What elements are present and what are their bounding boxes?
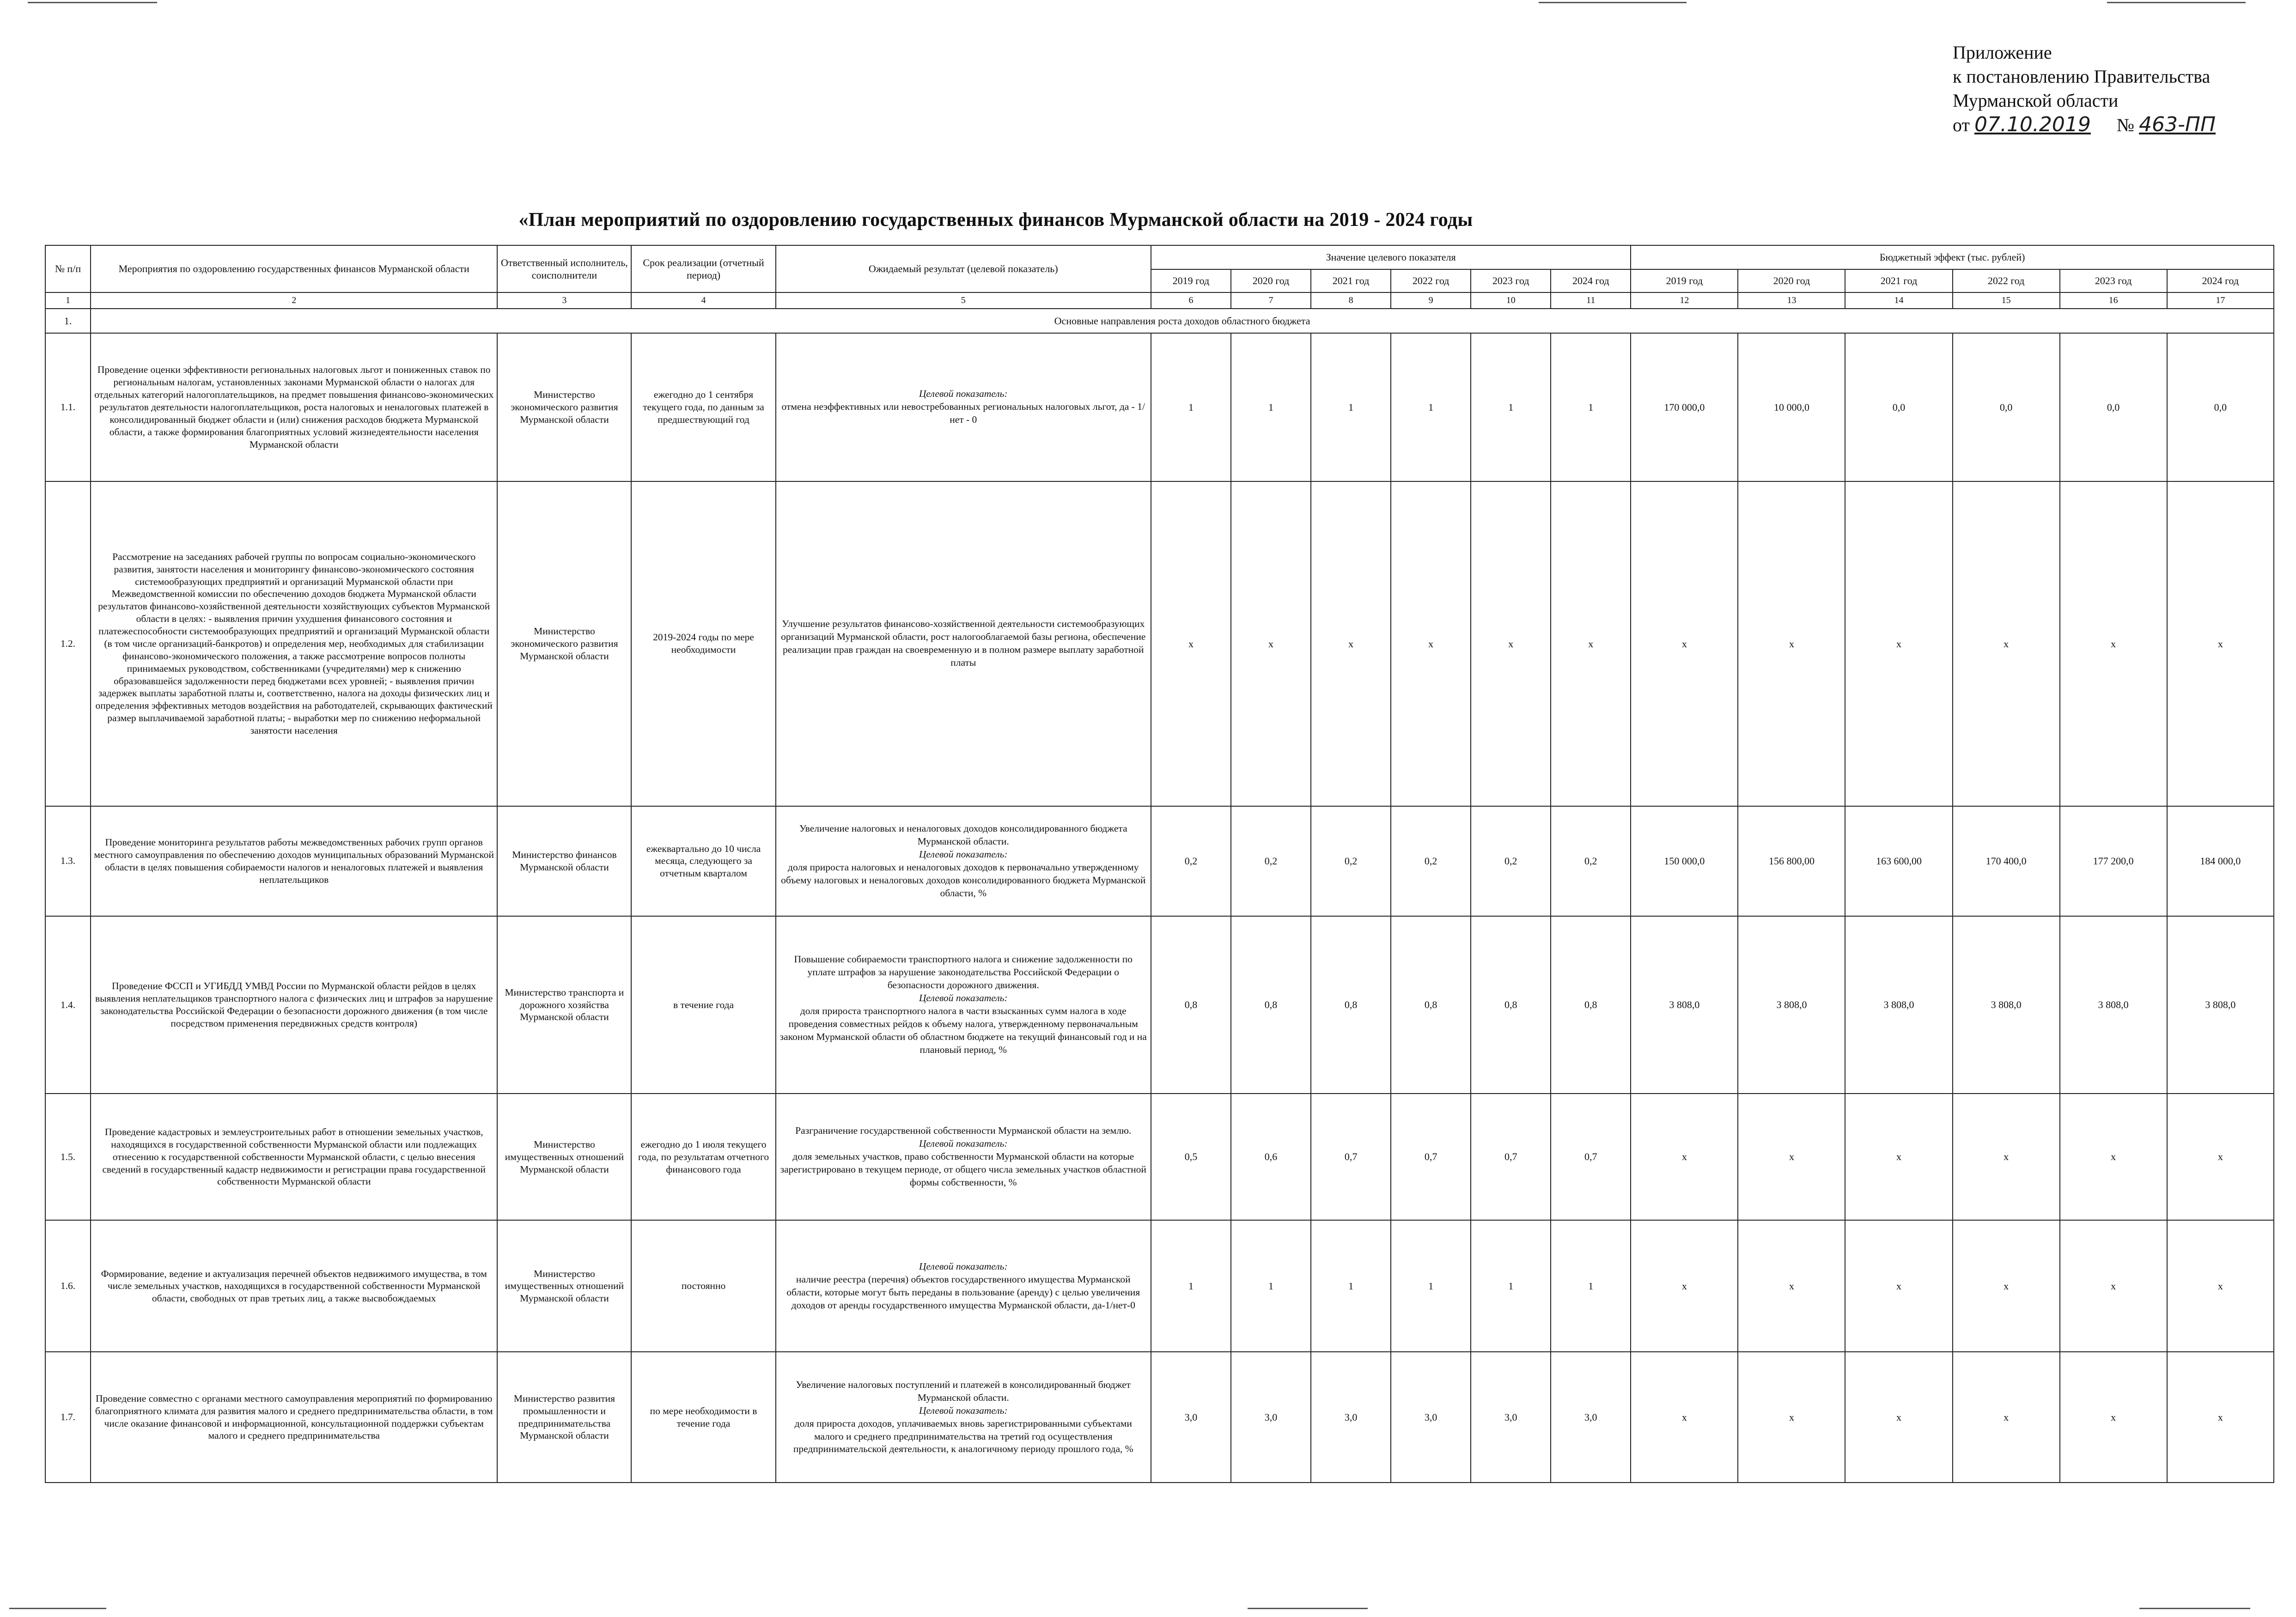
scan-edge-bottom-left [9,1608,106,1609]
row-target-value: 3,0 [1551,1352,1631,1483]
header-target-year: 2021 год [1311,269,1391,292]
header-target-year: 2020 год [1231,269,1311,292]
column-index: 12 [1631,292,1738,309]
row-target-value: x [1551,481,1631,806]
row-target-value: 0,5 [1151,1094,1231,1221]
row-budget-value: 170 000,0 [1631,333,1738,481]
row-period: ежегодно до 1 сентября текущего года, по данным за предшествующий год [631,333,775,481]
appendix-number: 463-ПП [2139,113,2216,136]
row-budget-value: 3 808,0 [1631,916,1738,1094]
row-budget-value: 3 808,0 [1953,916,2060,1094]
row-budget-value: 0,0 [1953,333,2060,481]
column-index: 17 [2167,292,2274,309]
row-executor: Министерство экономического развития Мурманской области [497,481,631,806]
row-target-value: x [1471,481,1551,806]
row-target-value: 1 [1151,1220,1231,1352]
appendix-line-2: к постановлению Правительства [1953,66,2211,87]
row-budget-value: 156 800,00 [1738,806,1845,916]
row-result-indicator: доля прироста налоговых и неналоговых доходов к первоначально утвержденному объему налоговых и неналоговых доходов консолидированного бюджета Мурманской области, % [781,861,1146,899]
row-budget-value: 184 000,0 [2167,806,2274,916]
row-period: ежеквартально до 10 числа месяца, следующего за отчетным кварталом [631,806,775,916]
column-index: 11 [1551,292,1631,309]
table-row [45,1220,2274,1352]
row-budget-value: x [2060,481,2167,806]
row-budget-value: x [1845,1220,1952,1352]
scan-edge-top-left [28,2,157,3]
row-result-indicator: доля прироста доходов, уплачиваемых вновь зарегистрированными субъектами малого и среднего предпринимательства на третий год осуществления предпринимательской деятельности, к аналогичному периоду прошлого года, % [793,1417,1133,1455]
header-budget-year: 2021 год [1845,269,1952,292]
row-target-value: 0,8 [1231,916,1311,1094]
row-activity: Проведение мониторинга результатов работы межведомственных рабочих групп органов местного самоуправления по обеспечению доходов муниципальных образований Мурманской области в целях повышения собираемости налогов и неналоговых платежей и выявления неплательщиков [91,806,497,916]
row-result-label: Целевой показатель: [919,1138,1008,1149]
section-title: Основные направления роста доходов областного бюджета [91,309,2274,333]
row-target-value: 0,6 [1231,1094,1311,1221]
row-result-indicator: наличие реестра (перечня) объектов государственного имущества Мурманской области, которые могут быть переданы в пользование (аренду) с целью увеличения доходов от аренды государственного имущества Мурманской области, да-1/нет-0 [786,1273,1140,1311]
row-target-value: x [1391,481,1471,806]
row-result-text: Увеличение налоговых поступлений и платежей в консолидированный бюджет Мурманской области. [796,1379,1131,1403]
row-budget-value: x [1845,481,1952,806]
row-period: по мере необходимости в течение года [631,1352,775,1483]
row-result-text: Повышение собираемости транспортного налога и снижение задолженности по уплате штрафов за нарушение законодательства Российской Федерации о безопасности дорожного движения. [794,954,1133,991]
row-target-value: 0,2 [1231,806,1311,916]
table-row [45,806,2274,916]
row-number: 1.1. [45,333,91,481]
column-index: 2 [91,292,497,309]
row-target-value: 0,2 [1391,806,1471,916]
row-result-indicator: доля земельных участков, право собственности Мурманской области на которые зарегистрировано в текущем периоде, от общего числа земельных участков областной формы собственности, % [780,1151,1146,1188]
row-budget-value: 0,0 [1845,333,1952,481]
row-budget-value: 3 808,0 [2060,916,2167,1094]
row-activity: Проведение ФССП и УГИБДД УМВД России по Мурманской области рейдов в целях выявления неплательщиков транспортного налога с физических лиц и штрафов за нарушение законодательства Российской Федерации о безопасности дорожного движения (в том числе посредством применения передвижных средств контроля) [91,916,497,1094]
row-target-value: 1 [1391,1220,1471,1352]
row-target-value: 1 [1311,1220,1391,1352]
row-activity: Проведение оценки эффективности региональных налоговых льгот и пониженных ставок по региональным налогам, установленных законами Мурманской области о налогах для отдельных категорий налогоплательщиков, на предмет повышения финансово-экономических результатов деятельности налогоплательщиков, роста налоговых и неналоговых платежей в консолидированный бюджет области и (или) снижения расходов бюджета Мурманской области, а также формирования благоприятных условий жизнедеятельности населения Мурманской области [91,333,497,481]
row-budget-value: x [1738,1220,1845,1352]
row-budget-value: x [1738,1094,1845,1221]
row-target-value: 1 [1471,333,1551,481]
appendix-number-label: № [2116,115,2135,135]
appendix-line-3: Мурманской области [1953,90,2119,111]
table-row [45,1352,2274,1483]
header-budget-year: 2024 год [2167,269,2274,292]
row-executor: Министерство транспорта и дорожного хозяйства Мурманской области [497,916,631,1094]
row-activity: Проведение совместно с органами местного самоуправления мероприятий по формированию благоприятного климата для развития малого и среднего предпринимательства области, в том числе оказание финансовой и информационной, консультационной поддержки субъектам малого и среднего предпринимательства [91,1352,497,1483]
row-number: 1.4. [45,916,91,1094]
row-budget-value: x [1845,1352,1952,1483]
row-executor: Министерство финансов Мурманской области [497,806,631,916]
row-target-value: 0,2 [1551,806,1631,916]
row-budget-value: x [1738,481,1845,806]
row-result [776,1220,1151,1352]
table-row [45,916,2274,1094]
row-target-value: 0,8 [1551,916,1631,1094]
row-activity: Рассмотрение на заседаниях рабочей группы по вопросам социально-экономического развития, занятости населения и мониторингу финансово-экономического состояния системообразующих предприятий и организаций Мурманской области при Межведомственной комиссии по обеспечению доходов бюджета Мурманской области результатов финансово-хозяйственной деятельности хозяйствующих субъектов Мурманской области в целях: - выявления причин ухудшения финансового состояния и платежеспособности системообразующих предприятий и организаций Мурманской области (в том числе организаций-банкротов) и определения мер, необходимых для стабилизации финансово-экономического положения, а также рассмотрение вопросов полноты принимаемых руководством, собственниками (учредителями) мер к снижению образовавшейся задолженности перед бюджетами всех уровней; - выявления причин задержек выплаты заработной платы и, соответственно, налога на доходы физических лиц и определения эффективных методов воздействия на работодателей, скрывающих фактический размер выплачиваемой заработной платы; - выработки мер по снижению неформальной занятости населения [91,481,497,806]
row-result-label: Целевой показатель: [919,1260,1008,1272]
row-period: ежегодно до 1 июля текущего года, по результатам отчетного финансового года [631,1094,775,1221]
row-budget-value: x [1845,1094,1952,1221]
row-target-value: x [1231,481,1311,806]
row-result-label: Целевой показатель: [919,1404,1008,1416]
row-period: постоянно [631,1220,775,1352]
column-index: 10 [1471,292,1551,309]
row-budget-value: x [1953,1094,2060,1221]
row-target-value: 1 [1471,1220,1551,1352]
header-executor: Ответственный исполнитель, соисполнители [497,245,631,292]
row-target-value: x [1151,481,1231,806]
scan-edge-bottom-right [2139,1608,2250,1609]
header-result: Ожидаемый результат (целевой показатель) [776,245,1151,292]
appendix-stamp [1953,41,2276,137]
document-title: «План мероприятий по оздоровлению государственных финансов Мурманской области на 2019 - 2024 годы [518,209,1473,231]
header-period: Срок реализации (отчетный период) [631,245,775,292]
row-budget-value: x [2167,481,2274,806]
table-row [45,481,2274,806]
row-executor: Министерство экономического развития Мурманской области [497,333,631,481]
row-number: 1.6. [45,1220,91,1352]
row-target-value: 1 [1311,333,1391,481]
row-budget-value: x [2167,1094,2274,1221]
row-result-indicator: отмена неэффективных или невостребованных региональных налоговых льгот, да - 1/нет - 0 [781,401,1145,426]
row-budget-value: x [1953,1220,2060,1352]
row-budget-value: x [2167,1220,2274,1352]
row-activity: Формирование, ведение и актуализация перечней объектов недвижимого имущества, в том числе земельных участков, находящихся в государственной собственности Мурманской области, свободных от прав третьих лиц, а также высвобождаемых [91,1220,497,1352]
column-index: 14 [1845,292,1952,309]
row-budget-value: 150 000,0 [1631,806,1738,916]
row-budget-value: x [1631,1220,1738,1352]
row-number: 1.3. [45,806,91,916]
row-target-value: 3,0 [1311,1352,1391,1483]
row-budget-value: x [2060,1094,2167,1221]
column-index: 16 [2060,292,2167,309]
row-result-indicator: доля прироста транспортного налога в части взысканных сумм налога в ходе проведения совместных рейдов к объему налога, утвержденному первоначальным законом Мурманской области об областном бюджете на текущий финансовый год и на плановый период, % [780,1005,1147,1055]
row-result [776,333,1151,481]
row-result-text: Увеличение налоговых и неналоговых доходов консолидированного бюджета Мурманской области. [799,823,1127,847]
table-row [45,1094,2274,1221]
row-budget-value: x [1631,1094,1738,1221]
row-target-value: 0,8 [1391,916,1471,1094]
header-target-year: 2022 год [1391,269,1471,292]
scan-edge-top-right [2107,2,2246,3]
row-result-label: Целевой показатель: [919,388,1008,400]
appendix-date: 07.10.2019 [1974,113,2091,136]
row-target-value: 3,0 [1151,1352,1231,1483]
row-budget-value: x [1953,481,2060,806]
row-target-value: 0,2 [1471,806,1551,916]
header-budget-group: Бюджетный эффект (тыс. рублей) [1631,245,2274,269]
column-index: 6 [1151,292,1231,309]
column-index: 4 [631,292,775,309]
column-index: 8 [1311,292,1391,309]
row-executor: Министерство имущественных отношений Мурманской области [497,1094,631,1221]
row-result [776,806,1151,916]
row-budget-value: 163 600,00 [1845,806,1952,916]
row-executor: Министерство имущественных отношений Мурманской области [497,1220,631,1352]
row-result-text: Разграничение государственной собственности Мурманской области на землю. [795,1125,1132,1137]
row-number: 1.5. [45,1094,91,1221]
scan-edge-bottom-mid [1248,1608,1368,1609]
row-target-value: 0,7 [1551,1094,1631,1221]
row-target-value: 3,0 [1391,1352,1471,1483]
plan-rows [45,333,2274,1483]
header-budget-year: 2023 год [2060,269,2167,292]
header-target-year: 2019 год [1151,269,1231,292]
row-result-text: Улучшение результатов финансово-хозяйственной деятельности системообразующих организаций Мурманской области, рост налогооблагаемой базы региона, обеспечение реализации прав граждан на своевременную и в полном размере выплату заработной платы [781,618,1146,669]
row-budget-value: x [1631,481,1738,806]
row-budget-value: x [1738,1352,1845,1483]
header-target-year: 2024 год [1551,269,1631,292]
row-target-value: 1 [1151,333,1231,481]
row-budget-value: x [2060,1352,2167,1483]
row-budget-value: 3 808,0 [1738,916,1845,1094]
header-activity: Мероприятия по оздоровлению государственных финансов Мурманской области [91,245,497,292]
row-budget-value: 10 000,0 [1738,333,1845,481]
column-index: 9 [1391,292,1471,309]
row-period: 2019-2024 годы по мере необходимости [631,481,775,806]
scan-edge-top-mid [1539,2,1687,3]
row-target-value: 0,7 [1471,1094,1551,1221]
plan-table [45,245,2274,1483]
row-target-value: 1 [1231,333,1311,481]
row-budget-value: 0,0 [2167,333,2274,481]
row-target-value: 1 [1231,1220,1311,1352]
row-target-value: 0,7 [1311,1094,1391,1221]
row-result-label: Целевой показатель: [919,848,1008,860]
column-index: 1 [45,292,91,309]
row-target-value: 0,2 [1311,806,1391,916]
header-budget-year: 2020 год [1738,269,1845,292]
row-budget-value: x [1953,1352,2060,1483]
row-budget-value: x [2060,1220,2167,1352]
row-target-value: 0,7 [1391,1094,1471,1221]
row-target-value: 1 [1551,333,1631,481]
column-index: 5 [776,292,1151,309]
appendix-line-1: Приложение [1953,42,2052,63]
row-budget-value: x [1631,1352,1738,1483]
row-number: 1.2. [45,481,91,806]
section-number: 1. [45,309,91,333]
row-activity: Проведение кадастровых и землеустроительных работ в отношении земельных участков, находящихся в государственной собственности Мурманской области или подлежащих отнесению к государственной собственности Мурманской области, с целью внесения сведений в государственный кадастр недвижимости и регистрации права государственной собственности Мурманской области [91,1094,497,1221]
row-target-value: 0,8 [1151,916,1231,1094]
header-budget-year: 2022 год [1953,269,2060,292]
column-index: 15 [1953,292,2060,309]
column-index: 13 [1738,292,1845,309]
column-index: 3 [497,292,631,309]
row-target-value: 3,0 [1471,1352,1551,1483]
column-index: 7 [1231,292,1311,309]
row-result [776,916,1151,1094]
row-target-value: 1 [1551,1220,1631,1352]
header-num: № п/п [45,245,91,292]
appendix-date-line [1953,113,2276,137]
row-budget-value: 3 808,0 [2167,916,2274,1094]
row-result [776,1352,1151,1483]
row-target-value: 1 [1391,333,1471,481]
row-budget-value: 3 808,0 [1845,916,1952,1094]
row-budget-value: 177 200,0 [2060,806,2167,916]
row-executor: Министерство развития промышленности и предпринимательства Мурманской области [497,1352,631,1483]
row-budget-value: 170 400,0 [1953,806,2060,916]
header-target-year: 2023 год [1471,269,1551,292]
row-target-value: 0,2 [1151,806,1231,916]
appendix-from-label: от [1953,115,1970,135]
row-result [776,481,1151,806]
row-budget-value: x [2167,1352,2274,1483]
row-period: в течение года [631,916,775,1094]
row-number: 1.7. [45,1352,91,1483]
row-target-value: x [1311,481,1391,806]
row-target-value: 0,8 [1471,916,1551,1094]
header-target-group: Значение целевого показателя [1151,245,1631,269]
table-row [45,333,2274,481]
row-result [776,1094,1151,1221]
row-target-value: 3,0 [1231,1352,1311,1483]
row-target-value: 0,8 [1311,916,1391,1094]
header-budget-year: 2019 год [1631,269,1738,292]
row-budget-value: 0,0 [2060,333,2167,481]
row-result-label: Целевой показатель: [919,992,1008,1003]
